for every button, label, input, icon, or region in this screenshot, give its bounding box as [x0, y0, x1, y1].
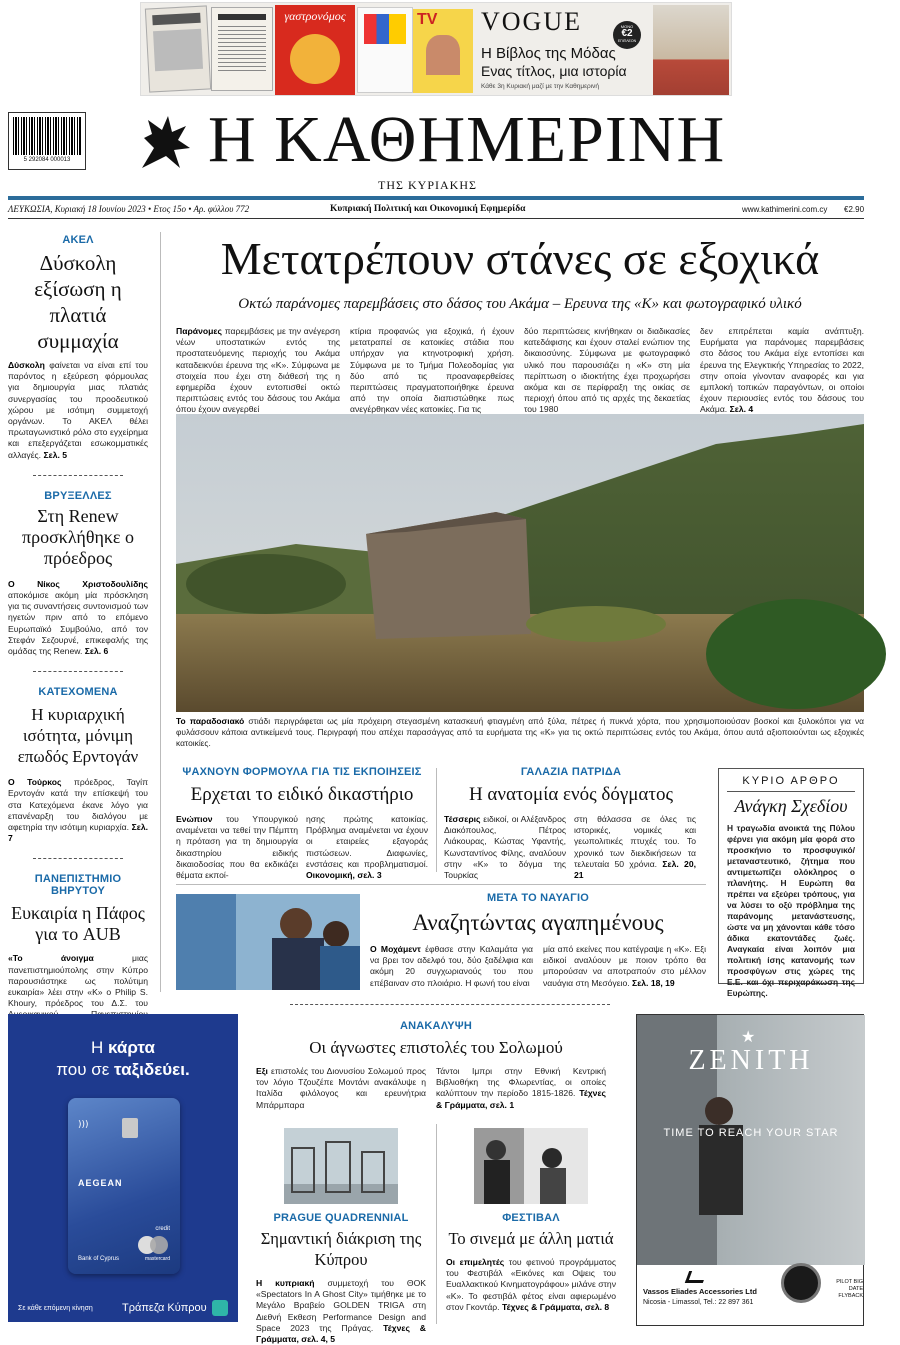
- sidebar-headline[interactable]: Στη Renew προσκλήθηκε ο πρόεδρος: [22, 505, 134, 568]
- vogue-cover-photo: [653, 5, 729, 95]
- story-kicker: ΨΑΧΝΟΥΝ ΦΟΡΜΟΥΛΑ ΓΙΑ ΤΙΣ ΕΚΠΟΙΗΣΕΙΣ: [182, 766, 422, 778]
- dealer-logo-icon: [685, 1271, 707, 1283]
- story-prague[interactable]: [256, 1212, 426, 1345]
- card-bank: Bank of Cyprus: [78, 1256, 120, 1262]
- lead-col-1: Παράνομες παρεμβάσεις με την ανέγερση νέων υποστατικών εντός της προστατευόμενης περιοχής του Ακάμα καταδεικνύει έρευνα της «Κ». Σύμφωνα με στοιχεία που έχει στη διάθεσή της η εφημερίδα έχουν εντοπισθεί οκτώ περιπτώσεις εντός του δάσους του Ακάμα όπου έχουν ανεγερθεί: [176, 326, 340, 415]
- story-col-1: Εξι επιστολές του Διονυσίου Σολωμού προς τον λόγιο Τζουζέπε Μοντάνι ανακάλυψε η Ιταλίδα φιλόλογος και ερευνήτρια Μπάρμπαρα: [256, 1066, 426, 1110]
- story-kicker: PRAGUE QUADRENNIAL: [273, 1212, 409, 1224]
- zenith-watch-label: PILOT BIG DATE FLYBACK: [836, 1279, 863, 1299]
- promo-note: Κάθε 3η Κυριακή μαζί με την Καθημερινή: [481, 83, 600, 90]
- story-solomos[interactable]: [256, 1020, 616, 1111]
- editorial-body: Η τραγωδία ανοικτά της Πύλου φέρνει για ακόμη μία φορά στο προσκήνιο το προσφυγικό/μεταναστευτικό, ζήτημα που αντιμετωπίζει ολόκληρος ο πλανήτης. Η Ευρώπη θα πρέπει να εξεύρει τρόπους, για να λύσει το οξύ πρόβλημα της παράνομης μετανάστευσης, ώστε να μη χάνονται κάθε τόσο άδικα εκατοντάδες ζωές. Αναγκαία είναι λοιπόν μια πολιτική ίσης κατανομής των προσφύγων στις χώρες της Ε.Ε. και όχι περιχαράκωση της Ευρώπης.: [727, 823, 855, 998]
- credit-card: [68, 1098, 180, 1274]
- badge-price: €2: [621, 28, 633, 39]
- bank-logo-icon: [212, 1300, 228, 1316]
- badge-bottom: ΕΠΙΠΛΕΟΝ: [617, 39, 637, 43]
- lead-col-4: δεν επιτρέπεται καμία ανάπτυξη. Ευρήματα για παράνομες παρεμβάσεις στο δάσος του Ακάμα είχε εντοπίσει και έρευνα της Ελεγκτικής Υπηρεσίας το 2022, στην οποία γίνονταν αναφορές και για εμπλοκή τοπικών παραγόντων, οι οποίοι έχουν περιουσίες εντός του δάσους του Ακάμα. Σελ. 4: [700, 326, 864, 415]
- story-col-2: ησης πρώτης κατοικίας. Πρόβλημα αναμένεται να έχουν οι εταιρείες εξαγοράς πιστώσεων. Διαφωνίες, ενστάσεις και προβληματισμοί. Οικονομική, σελ. 3: [306, 814, 428, 881]
- ad-zenith[interactable]: [636, 1014, 864, 1326]
- lead-col-2: κτίρια προφανώς για εξοχικά, ή έχουν μετατραπεί σε κατοικίες στάδια που υπήρχαν για κτηνοτροφική χρήση. Σύμφωνα με το Τμήμα Πολεοδομίας για δύο από τις προαναφερθείσες περιπτώσεις πραγματοποιήθηκε έρευνα από την οποία διαπιστώθηκε πως ανεγέρθηκαν νέες κατοικίες. Για τις: [350, 326, 514, 415]
- griffin-logo-icon: [134, 108, 198, 176]
- story-headline[interactable]: Σημαντική διάκριση της Κύπρου: [260, 1229, 422, 1269]
- story-separator: [436, 768, 437, 872]
- zenith-dealer: Vassos Eliades Accessories Ltd: [643, 1287, 757, 1296]
- vogue-title: VOGUE: [481, 7, 582, 36]
- badge-top: ΜΟΝΟ: [620, 24, 634, 29]
- prague-photo: [284, 1128, 398, 1204]
- story-court[interactable]: [176, 766, 428, 881]
- sidebar-headline[interactable]: Η κυριαρχική ισότητα, μόνιμη επωδός Ερντογάν: [17, 705, 139, 767]
- card-credit-label: credit: [155, 1226, 170, 1232]
- story-separator: [436, 1124, 437, 1324]
- sidebar-story[interactable]: [8, 490, 148, 657]
- sidebar-headline[interactable]: Δύσκολη εξίσωση η πλατιά συμμαχία: [34, 251, 122, 353]
- sidebar-story[interactable]: [8, 686, 148, 844]
- sidebar-separator: [160, 232, 161, 992]
- story-body: Οι επιμελητές του φετινού προγράμματος του Φεστιβάλ «Εικόνες και Οψεις του Ευαλλακτικού Κινηματογράφου» μιλάνε στην «Κ». Το φεστιβάλ φέτος είναι αφιερωμένο στον Γκοντάρ. Τέχνες & Γράμματα, σελ. 8: [446, 1257, 616, 1312]
- story-col-1: Ενώπιον του Υπουργικού αναμένεται να τεθεί την Πέμπτη η πρόταση για τη δημιουργία δικαστηρίου ειδικής δικαιοδοσίας που θα εκδικάζει θέματα εκποί-: [176, 814, 298, 881]
- lead-photo-caption: Το παραδοσιακό στιάδι περιγράφεται ως μία πρόχειρη στεγασμένη κατασκευή φτιαγμένη από ξύλα, πέτρες ή πυκνά χόρτα, που χρησιμοποιούσαν βοσκοί και ξυλοκόποι για να φυλάσσουν κάποια αντικείμενά τους. Περιγραφή που απέχει παρασάγγας από τα ευρήματα της «Κ» για τις οκτώ περιπτώσεις εντός του Ακάμα, όπου αυτά αξιοποιούνται ως εξοχικές κατοικίες.: [176, 716, 865, 748]
- sidebar-body: Ο Νίκος Χριστοδουλίδης αποκόμισε ακόμη μία πρόσκληση για τις συναντήσεις συντονισμού των ηγετών πριν από το επόμενο Ευρωπαϊκό Συμβούλιο, από τον Στεφάν Σεζουρνέ, επικεφαλής της ομάδας της Renew. Σελ. 6: [8, 578, 148, 657]
- story-col-1: Τέσσερις ειδικοί, οι Αλέξανδρος Διακόπουλος, Πέτρος Λιάκουρας, Κώστας Υφαντής, Κωνσταντίνος Φίλης, αναλύουν στην «Κ» το δόγμα της Τουρκίας: [444, 814, 566, 881]
- story-col-1: Ο Μοχάμεντ έφθασε στην Καλαμάτα για να βρει τον αδελφό του, δύο ξαδέλφια και ακόμη 20 συγχωριανούς του που επέβαιναν στο πλοιάριο. Η φωνή του είναι: [370, 944, 533, 988]
- barcode-number: 5 292084 000013: [23, 157, 71, 163]
- story-blue-homeland[interactable]: [444, 766, 698, 881]
- story-festival[interactable]: [446, 1212, 616, 1313]
- cover-gastronomos-title: γαστρονόμος: [284, 9, 346, 23]
- card-brand: AEGEAN: [78, 1178, 123, 1188]
- sidebar-headline[interactable]: Ευκαιρία η Πάφος για το AUB: [11, 903, 145, 945]
- sidebar-story[interactable]: [8, 873, 148, 1031]
- story-kicker: ΓΑΛΑΖΙΑ ΠΑΤΡΙΔΑ: [520, 766, 622, 778]
- cover-k-magazine: [357, 7, 413, 93]
- masthead-subtitle: ΤΗΣ ΚΥΡΙΑΚΗΣ: [378, 178, 477, 192]
- sidebar-kicker: ΒΡΥΞΕΛΛΕΣ: [44, 489, 112, 502]
- mastercard-icon: [138, 1236, 168, 1254]
- card-chip-icon: [122, 1118, 138, 1138]
- sidebar-divider: [33, 475, 123, 476]
- zenith-slogan: TIME TO REACH YOUR STAR: [663, 1127, 839, 1139]
- story-kicker: ΦΕΣΤΙΒΑΛ: [502, 1212, 560, 1224]
- story-headline[interactable]: Το σινεμά με άλλη ματιά: [448, 1229, 614, 1248]
- promo-line1: Η Βίβλος της Μόδας: [481, 45, 616, 62]
- cover-gastronomos: [275, 5, 355, 95]
- cover-tv-title: TV: [417, 11, 438, 28]
- section-divider: [290, 1004, 610, 1005]
- dateline-rule: [8, 218, 864, 219]
- sidebar-body: Ο Τούρκος πρόεδρος, Ταγίπ Ερντογάν κατά την επίσκεψή του στα Κατεχόμενα έκανε λόγο για επανέναρξη του διαλόγου με αφετηρία την ισότιμη κυριαρχία. Σελ. 7: [8, 777, 149, 844]
- sidebar-kicker: ΠΑΝΕΠΙΣΤΗΜΙΟ ΒΗΡΥΤΟΥ: [34, 873, 122, 898]
- ad-bank-footer-right: Τράπεζα Κύπρου: [122, 1302, 207, 1314]
- watch-icon: [781, 1263, 821, 1303]
- lead-photo: [176, 414, 864, 712]
- lead-deck: Οκτώ παράνομες παρεμβάσεις στο δάσος του Ακάμα – Ερευνα της «Κ» και φωτογραφικό υλικό: [238, 296, 802, 312]
- zenith-brand: ZENITH: [688, 1045, 814, 1076]
- promo-strip: [140, 2, 732, 96]
- zenith-address: Nicosia - Limassol, Tel.: 22 897 361: [643, 1299, 754, 1306]
- sidebar-divider: [33, 671, 123, 672]
- story-col-2: Τάντοι Ιμπρι στην Εθνική Κεντρική Βιβλιοθήκη της Φλωρεντίας, οι οποίες καλύπτουν την περίοδο 1815-1826. Τέχνες & Γράμματα, σελ. 1: [436, 1066, 607, 1110]
- sidebar-body: Δύσκολη φαίνεται να είναι επί του παρόντος η εξεύρεση φόρμουλας για δημιουργία μιας πλατιάς συνεργασίας του προοδευτικού χώρου με ισότιμη συμμετοχή οργάνων. Το ΑΚΕΛ θέλει πρωταγωνιστικό ρόλο στο εγχείρημα και επεξεργάζεται εσωκομματικές αλλαγές. Σελ. 5: [8, 360, 148, 460]
- story-headline[interactable]: Οι άγνωστες επιστολές του Σολωμού: [309, 1038, 563, 1057]
- story-kicker: ΜΕΤΑ ΤΟ ΝΑΥΑΓΙΟ: [487, 892, 589, 904]
- story-headline[interactable]: Αναζητώντας αγαπημένους: [412, 910, 664, 935]
- contactless-icon: ))): [78, 1120, 89, 1130]
- festival-photo: [474, 1128, 588, 1204]
- masthead-rule: [8, 196, 864, 200]
- lead-headline[interactable]: Μετατρέπουν στάνες σε εξοχικά: [220, 233, 820, 284]
- editorial-kicker: ΚΥΡΙΟ ΑΡΘΡΟ: [727, 775, 855, 792]
- price-badge: [613, 21, 641, 49]
- price: €2.90: [844, 205, 865, 214]
- masthead-title: Η ΚΑΘΗΜΕΡΙΝΗ: [208, 103, 726, 176]
- sidebar-divider: [33, 858, 123, 859]
- shipwreck-photo: [176, 894, 360, 990]
- dateline: ΛΕΥΚΩΣΙΑ, Κυριακή 18 Ιουνίου 2023 • Ετος 15ο • Αρ. φύλλου 772: [8, 204, 250, 214]
- ad-bank-line2: που σε ταξιδεύει.: [56, 1060, 190, 1079]
- editorial-box[interactable]: [718, 768, 864, 998]
- story-headline[interactable]: Ερχεται το ειδικό δικαστήριο: [190, 784, 414, 805]
- row-rule: [176, 884, 706, 885]
- lead-col-3: δύο περιπτώσεις κινήθηκαν οι διαδικασίες κατεδάφισης και έχουν σταλεί ενώπιον της δικαιοσύνης. Σύμφωνα με φωτογραφικό υλικό που παρουσιάζει η «Κ» στη μία περίπτωση ο ιδιοκτήτης έχει προχωρήσει ακόμα και σε περίφραξη της οικίας σε περιοχή όπου από τις αρχές της δεκαετίας του 1980: [524, 326, 690, 415]
- sidebar-body: «Το άνοιγμα μιας πανεπιστημιούπολης στην Κύπρο παρουσιάστηκε ως πολύτιμη ευκαιρία» λέει στην «Κ» ο Philip S. Khoury, πρόεδρος του Δ.Σ. του: [8, 953, 148, 1009]
- barcode: [8, 112, 86, 170]
- ad-bank-footer-left: Σε κάθε επόμενη κίνηση: [18, 1305, 93, 1312]
- story-col-2: στη θάλασσα σε όλες τις ιστορικές, νομικές και γεωπολιτικές πτυχές του. Το χρονικό των διεκδικήσεων τα τελευταία 50 χρόνια. Σελ. 20, 21: [574, 814, 696, 881]
- cover-thumb-newspapers-2: [211, 7, 273, 91]
- story-shipwreck[interactable]: [370, 892, 706, 989]
- story-col-2: μία από εκείνες που κατέγραψε η «Κ». Εξι ειδικοί αναλύουν με ποιον τρόπο θα μπορούσαν να αποτραπούν στο μέλλον ναυάγια στη Μεσόγειο. Σελ. 18, 19: [543, 944, 706, 988]
- ad-bank-line1: Η κάρτα: [91, 1038, 155, 1057]
- cover-thumb-newspapers: [145, 5, 211, 92]
- card-network: mastercard: [144, 1256, 170, 1262]
- tagline: Κυπριακή Πολιτική και Οικονομική Εφημερίδα: [330, 204, 526, 214]
- story-kicker: ΑΝΑΚΑΛΥΨΗ: [399, 1020, 473, 1032]
- ad-bank-of-cyprus[interactable]: [8, 1014, 238, 1322]
- sidebar-story[interactable]: [8, 234, 148, 461]
- sidebar-kicker: ΑΚΕΛ: [62, 234, 94, 246]
- sidebar-kicker: ΚΑΤΕΧΟΜΕΝΑ: [38, 686, 118, 699]
- cover-tv: [413, 9, 473, 93]
- sidebar: [8, 234, 148, 1032]
- website-link[interactable]: www.kathimerini.com.cy: [742, 205, 828, 214]
- editorial-headline[interactable]: Ανάγκη Σχεδίου: [734, 796, 848, 816]
- story-body: Η κυπριακή συμμετοχή του ΘΟΚ «Spectators In A Ghost City» τιμήθηκε με το Μεγάλο Βραβείο GOLDEN TRIGA στη Διεθνή Εκθεση Performance Design and Space 2023 της Πράγας. Τέχνες & Γράμματα, σελ. 4, 5: [256, 1278, 426, 1345]
- story-headline[interactable]: Η ανατομία ενός δόγματος: [468, 784, 674, 805]
- star-icon: ★: [741, 1027, 756, 1046]
- promo-line2: Ενας τίτλος, μια ιστορία: [481, 63, 627, 79]
